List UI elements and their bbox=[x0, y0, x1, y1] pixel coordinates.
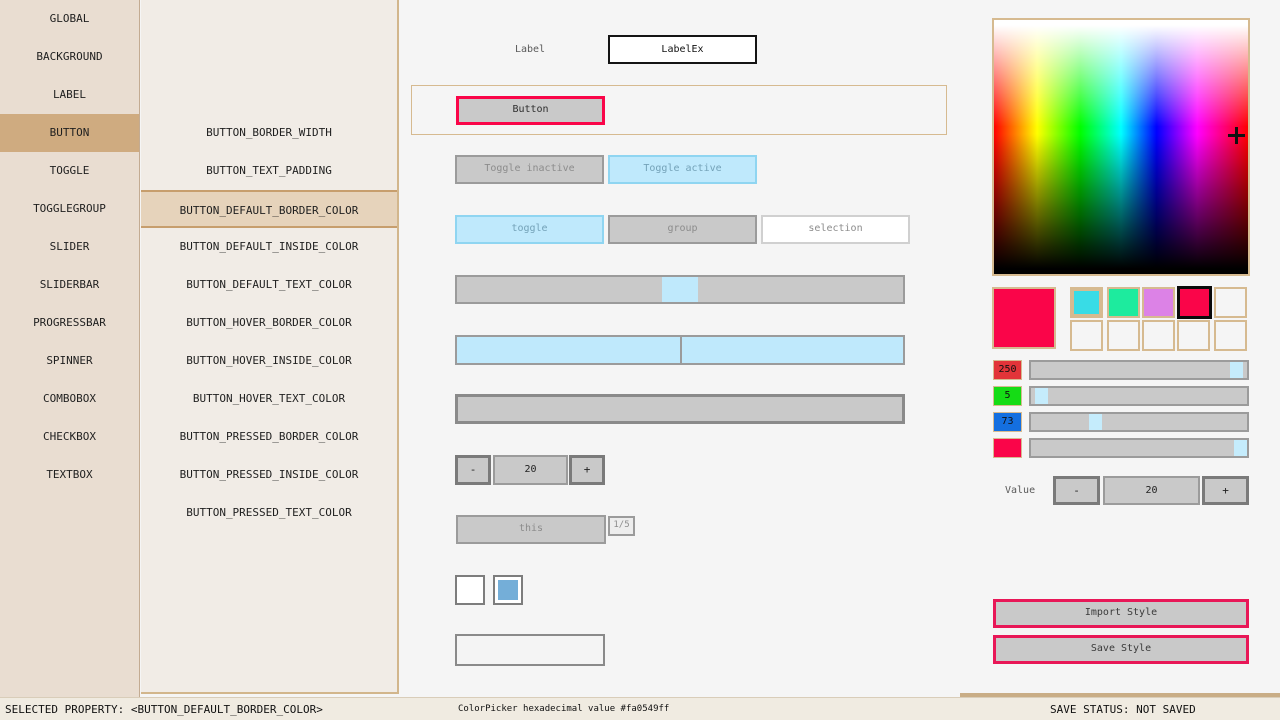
sidebar-item-slider[interactable]: SLIDER bbox=[49, 240, 90, 253]
save-style-button[interactable]: Save Style bbox=[993, 635, 1249, 664]
property-item-button-pressed-text-color[interactable]: BUTTON_PRESSED_TEXT_COLOR bbox=[186, 506, 352, 519]
colorpicker-panel bbox=[960, 0, 1280, 697]
property-item-button-default-inside-color[interactable]: BUTTON_DEFAULT_INSIDE_COLOR bbox=[179, 240, 359, 253]
picker-crosshair-icon[interactable] bbox=[1228, 127, 1245, 144]
combobox-counter-badge: 1/5 bbox=[608, 516, 635, 536]
palette-swatch[interactable] bbox=[1070, 287, 1103, 318]
spinner-value: 20 bbox=[493, 455, 568, 485]
property-item-button-pressed-border-color[interactable]: BUTTON_PRESSED_BORDER_COLOR bbox=[179, 430, 359, 443]
togglegroup-item-toggle[interactable]: toggle bbox=[455, 215, 604, 244]
palette-swatch[interactable] bbox=[1177, 320, 1210, 351]
checkbox-checked[interactable] bbox=[493, 575, 523, 605]
status-selected-property: SELECTED PROPERTY: <BUTTON_DEFAULT_BORDER_COLOR> bbox=[5, 703, 323, 716]
spinner-minus-button[interactable]: - bbox=[455, 455, 491, 485]
status-hex-value: ColorPicker hexadecimal value #fa0549ff bbox=[458, 704, 670, 714]
palette-swatch[interactable] bbox=[1214, 320, 1247, 351]
current-color-swatch bbox=[992, 287, 1056, 349]
button-preview-frame bbox=[411, 85, 947, 135]
label-caption: Label bbox=[514, 44, 546, 55]
value-field: 20 bbox=[1103, 476, 1200, 505]
category-sidebar bbox=[0, 0, 140, 697]
sliderbar-divider bbox=[680, 337, 682, 363]
preview-button[interactable]: Button bbox=[456, 96, 605, 125]
property-item-button-hover-border-color[interactable]: BUTTON_HOVER_BORDER_COLOR bbox=[186, 316, 352, 329]
red-slider-handle[interactable] bbox=[1230, 362, 1243, 378]
color-gradient-field[interactable] bbox=[992, 18, 1250, 276]
toggle-inactive[interactable]: Toggle inactive bbox=[455, 155, 604, 184]
spinner-plus-button[interactable]: + bbox=[569, 455, 605, 485]
green-slider-handle[interactable] bbox=[1035, 388, 1048, 404]
blue-slider-handle[interactable] bbox=[1089, 414, 1102, 430]
property-item-button-hover-text-color[interactable]: BUTTON_HOVER_TEXT_COLOR bbox=[192, 392, 346, 405]
property-item-button-default-border-color[interactable]: BUTTON_DEFAULT_BORDER_COLOR bbox=[141, 190, 397, 228]
status-save-state: SAVE STATUS: NOT SAVED bbox=[1050, 703, 1196, 716]
property-item-button-pressed-inside-color[interactable]: BUTTON_PRESSED_INSIDE_COLOR bbox=[179, 468, 359, 481]
palette-swatch-selected[interactable] bbox=[1177, 286, 1212, 319]
property-item-button-border-width[interactable]: BUTTON_BORDER_WIDTH bbox=[206, 126, 332, 139]
alpha-channel-badge bbox=[993, 438, 1022, 458]
sliderbar[interactable] bbox=[455, 335, 905, 365]
sidebar-item-global[interactable]: GLOBAL bbox=[49, 12, 90, 25]
status-bar bbox=[0, 697, 1280, 720]
red-channel-slider[interactable] bbox=[1029, 360, 1249, 380]
slider-track[interactable] bbox=[455, 275, 905, 304]
sidebar-item-togglegroup[interactable]: TOGGLEGROUP bbox=[33, 202, 106, 215]
sidebar-item-button[interactable]: BUTTON bbox=[0, 114, 139, 152]
sidebar-item-progressbar[interactable]: PROGRESSBAR bbox=[33, 316, 106, 329]
green-channel-slider[interactable] bbox=[1029, 386, 1249, 406]
alpha-channel-slider[interactable] bbox=[1029, 438, 1249, 458]
palette-swatch[interactable] bbox=[1107, 320, 1140, 351]
palette-swatch[interactable] bbox=[1214, 287, 1247, 318]
widget-preview-area bbox=[400, 0, 960, 697]
sidebar-item-textbox[interactable]: TEXTBOX bbox=[46, 468, 93, 481]
progressbar bbox=[455, 394, 905, 424]
import-style-button[interactable]: Import Style bbox=[993, 599, 1249, 628]
sidebar-item-background[interactable]: BACKGROUND bbox=[36, 50, 103, 63]
textbox-input[interactable] bbox=[455, 634, 605, 666]
togglegroup-item-group[interactable]: group bbox=[608, 215, 757, 244]
red-channel-badge: 250 bbox=[993, 360, 1022, 380]
sidebar-item-sliderbar[interactable]: SLIDERBAR bbox=[39, 278, 100, 291]
palette-swatch[interactable] bbox=[1142, 320, 1175, 351]
green-channel-badge: 5 bbox=[993, 386, 1022, 406]
alpha-slider-handle[interactable] bbox=[1234, 440, 1247, 456]
palette-swatch[interactable] bbox=[1142, 287, 1175, 318]
sidebar-item-label[interactable]: LABEL bbox=[52, 88, 87, 101]
checkbox-unchecked[interactable] bbox=[455, 575, 485, 605]
label-example-box: LabelEx bbox=[608, 35, 757, 64]
property-list bbox=[141, 0, 399, 694]
palette-swatch[interactable] bbox=[1107, 287, 1140, 318]
property-item-button-hover-inside-color[interactable]: BUTTON_HOVER_INSIDE_COLOR bbox=[186, 354, 352, 367]
checkbox-checked-fill bbox=[498, 580, 518, 600]
value-minus-button[interactable]: - bbox=[1053, 476, 1100, 505]
combobox-button[interactable]: this bbox=[456, 515, 606, 544]
value-plus-button[interactable]: + bbox=[1202, 476, 1249, 505]
sidebar-item-combobox[interactable]: COMBOBOX bbox=[43, 392, 96, 405]
property-item-button-text-padding[interactable]: BUTTON_TEXT_PADDING bbox=[206, 164, 332, 177]
sidebar-item-spinner[interactable]: SPINNER bbox=[46, 354, 93, 367]
blue-channel-slider[interactable] bbox=[1029, 412, 1249, 432]
value-label: Value bbox=[1005, 485, 1036, 496]
slider-handle[interactable] bbox=[662, 277, 698, 302]
togglegroup-item-selection[interactable]: selection bbox=[761, 215, 910, 244]
sidebar-item-checkbox[interactable]: CHECKBOX bbox=[43, 430, 96, 443]
toggle-active[interactable]: Toggle active bbox=[608, 155, 757, 184]
blue-channel-badge: 73 bbox=[993, 412, 1022, 432]
sidebar-item-toggle[interactable]: TOGGLE bbox=[49, 164, 90, 177]
property-item-button-default-text-color[interactable]: BUTTON_DEFAULT_TEXT_COLOR bbox=[186, 278, 352, 291]
palette-swatch[interactable] bbox=[1070, 320, 1103, 351]
